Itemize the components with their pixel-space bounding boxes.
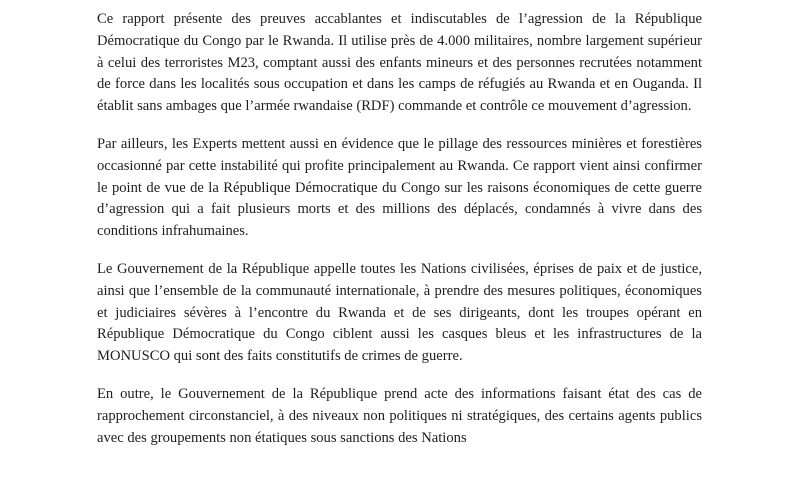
paragraph-2: Par ailleurs, les Experts mettent aussi en évidence que le pillage des ressources minières et forestières occasionné par cette instabilité qui profite principalement au Rwanda. Ce rapport vient ainsi confirmer le point de vue de la République Démocratique du Congo sur les raisons économiques de cette guerre d’agression qui a fait plusieurs morts et des millions des déplacés, condamnés à vivre dans des conditions infrahumaines. [97, 135, 702, 240]
paragraph-3: Le Gouvernement de la République appelle toutes les Nations civilisées, éprises de paix et de justice, ainsi que l’ensemble de la communauté internationale, à prendre des mesures politiques, économiques et judiciaires sévères à l’encontre du Rwanda et de ses dirigeants, dont les troupes opérant en République Démocratique du Congo ciblent aussi les casques bleus et les infrastructures de la MONUSCO qui sont des faits constitutifs de crimes de guerre. [97, 260, 702, 365]
document-body [97, 9, 702, 465]
paragraph-4: En outre, le Gouvernement de la République prend acte des informations faisant état des cas de rapprochement circonstanciel, à des niveaux non politiques ni stratégiques, des certains agents publics avec des groupements non étatiques sous sanctions des Nations [97, 385, 702, 446]
paragraph-1: Ce rapport présente des preuves accablantes et indiscutables de l’agression de la République Démocratique du Congo par le Rwanda. Il utilise près de 4.000 militaires, nombre largement supérieur à celui des terroristes M23, comptant aussi des enfants mineurs et des personnes recrutées notamment de force dans les localités sous occupation et dans les camps de réfugiés au Rwanda et en Ouganda. Il établit sans ambages que l’armée rwandaise (RDF) commande et contrôle ce mouvement d’agression. [97, 11, 702, 115]
